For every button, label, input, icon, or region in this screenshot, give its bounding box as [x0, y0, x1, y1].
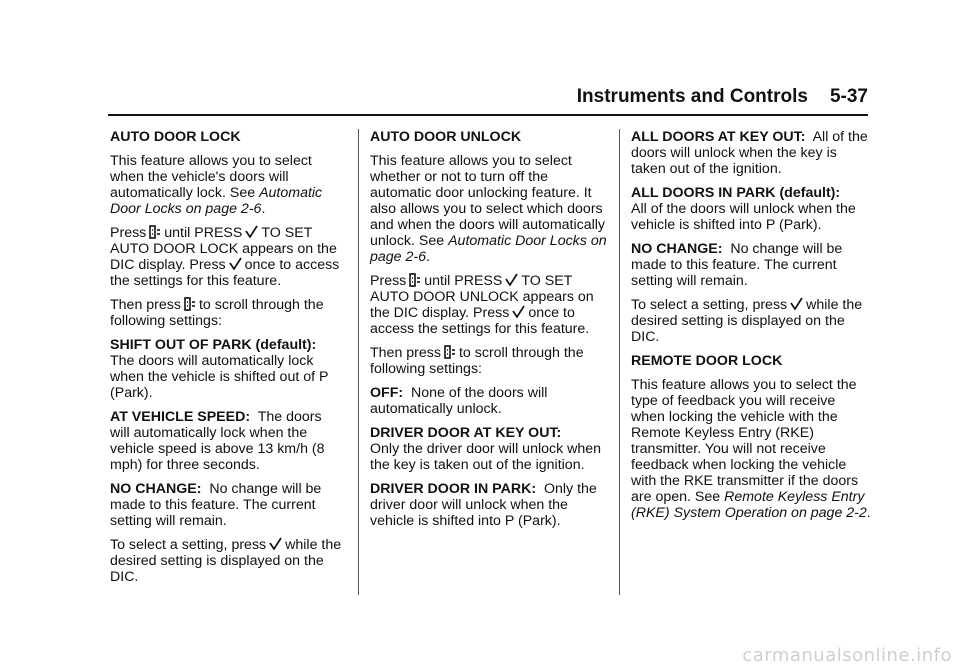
- then-press-text: Then press: [110, 297, 181, 313]
- option-term: ALL DOORS AT KEY OUT:: [631, 129, 806, 145]
- column-left: [110, 129, 342, 593]
- checkmark-icon: [790, 297, 803, 311]
- select-setting-instructions: [110, 537, 342, 585]
- checkmark-icon: [512, 305, 525, 319]
- option-no-change: [110, 481, 342, 529]
- column-divider-2: [619, 129, 620, 595]
- cross-reference-link[interactable]: Remote Keyless Entry (RKE) System Operation on page 2-2: [631, 489, 867, 521]
- option-text: Only the driver door will unlock when the vehicle is shifted into P (Park).: [370, 481, 597, 529]
- select-text: To select a setting, press: [110, 537, 267, 553]
- option-text: The doors will automatically lock when the vehicle speed is above 13 km/h (8 mph) for three seconds.: [110, 409, 325, 473]
- menu-icon: [149, 225, 161, 239]
- option-shift-out-of-park: [110, 337, 342, 401]
- auto-door-lock-intro: This feature allows you to select when the vehicle's doors will automatically lock. See Automatic Door Locks on page 2-6.: [110, 153, 323, 217]
- option-at-vehicle-speed: [110, 409, 342, 473]
- auto-door-lock-instructions: [110, 225, 342, 289]
- scroll-text: to scroll through the following settings:: [370, 345, 584, 377]
- to-set-text: TO SET AUTO DOOR LOCK appears on the DIC display. Press: [110, 225, 337, 273]
- option-all-doors-in-park: [631, 185, 871, 233]
- option-term: NO CHANGE:: [110, 481, 202, 497]
- select-text-end: while the desired setting is displayed on the DIC.: [631, 297, 863, 345]
- scroll-text: to scroll through the following settings:: [110, 297, 324, 329]
- option-term: NO CHANGE:: [631, 241, 723, 257]
- option-text: None of the doors will automatically unlock.: [370, 385, 548, 417]
- option-text: All of the doors will unlock when the key is taken out of the ignition.: [631, 129, 868, 177]
- watermark: carmanualsonline.info: [742, 645, 952, 666]
- option-text: No change will be made to this feature. The current setting will remain.: [110, 481, 322, 529]
- auto-door-unlock-instructions: [370, 273, 610, 337]
- checkmark-icon: [505, 273, 518, 287]
- option-term: DRIVER DOOR AT KEY OUT:: [370, 425, 562, 441]
- column-divider-1: [358, 129, 359, 595]
- option-text: The doors will automatically lock when the vehicle is shifted out of P (Park).: [110, 353, 329, 401]
- to-set-text: TO SET AUTO DOOR UNLOCK appears on the DIC display. Press: [370, 273, 594, 321]
- auto-door-unlock-heading: AUTO DOOR UNLOCK: [370, 129, 522, 145]
- select-text: To select a setting, press: [631, 297, 788, 313]
- option-off: [370, 385, 610, 417]
- auto-door-lock-heading: AUTO DOOR LOCK: [110, 129, 241, 145]
- scroll-instructions: [370, 345, 610, 377]
- cross-reference-link[interactable]: Automatic Door Locks on page 2-6: [370, 233, 607, 265]
- option-term: ALL DOORS IN PARK (default):: [631, 185, 841, 201]
- once-to-text: once to access the settings for this feature.: [110, 257, 340, 289]
- page-header: [108, 86, 868, 116]
- until-press-text: until PRESS: [164, 225, 243, 241]
- menu-icon: [409, 273, 421, 287]
- intro-text: This feature allows you to select whether or not to turn off the automatic door unlocking feature. It also allows you to select which doors and when the doors will automatically unlock. See: [370, 153, 606, 249]
- checkmark-icon: [245, 225, 258, 239]
- menu-icon: [444, 345, 456, 359]
- option-text: No change will be made to this feature. The current setting will remain.: [631, 241, 843, 289]
- menu-icon: [184, 297, 196, 311]
- select-text-end: while the desired setting is displayed on the DIC.: [110, 537, 342, 585]
- section-title: Instruments and Controls: [576, 86, 808, 107]
- press-text: Press: [370, 273, 407, 289]
- checkmark-icon: [229, 257, 242, 271]
- once-to-text: once to access the settings for this feature.: [370, 305, 590, 337]
- option-text: Only the driver door will unlock when the key is taken out of the ignition.: [370, 441, 602, 473]
- option-driver-door-in-park: [370, 481, 610, 529]
- press-text: Press: [110, 225, 147, 241]
- cross-reference-link[interactable]: Automatic Door Locks on page 2-6: [110, 185, 323, 217]
- option-term: AT VEHICLE SPEED:: [110, 409, 251, 425]
- column-middle: [370, 129, 610, 537]
- option-term: SHIFT OUT OF PARK (default):: [110, 337, 317, 353]
- option-all-doors-key-out: [631, 129, 871, 177]
- remote-door-lock-heading: REMOTE DOOR LOCK: [631, 353, 783, 369]
- then-press-text: Then press: [370, 345, 441, 361]
- option-driver-door-key-out: [370, 425, 610, 473]
- option-no-change: [631, 241, 871, 289]
- remote-intro-text: This feature allows you to select the type of feedback you will receive when locking the vehicle with the Remote Keyless Entry (RKE) transmitter. You will not receive feedback when locking the vehicle with the RKE transmitter if the doors are open. See: [631, 377, 859, 505]
- auto-door-unlock-intro: This feature allows you to select whether or not to turn off the automatic door unlocking feature. It also allows you to select which doors and when the doors will automatically unlock. See Automatic Door Locks on page 2-6.: [370, 153, 607, 265]
- page-header-title: [577, 86, 868, 108]
- checkmark-icon: [269, 537, 282, 551]
- intro-text: This feature allows you to select when the vehicle's doors will automatically lock. See: [110, 153, 312, 201]
- option-term: DRIVER DOOR IN PARK:: [370, 481, 537, 497]
- page-number: 5-37: [829, 86, 868, 107]
- select-setting-instructions: [631, 297, 871, 345]
- option-term: OFF:: [370, 385, 404, 401]
- column-right: [631, 129, 871, 529]
- option-text: All of the doors will unlock when the vehicle is shifted into P (Park).: [631, 201, 856, 233]
- until-press-text: until PRESS: [424, 273, 503, 289]
- scroll-instructions: [110, 297, 342, 329]
- remote-door-lock-text: This feature allows you to select the type of feedback you will receive when locking the vehicle with the Remote Keyless Entry (RKE) transmitter. You will not receive feedback when locking the vehicle with the RKE transmitter if the doors are open. See Remote Keyless Entry (RKE) System Operation on page 2-2.: [631, 377, 871, 521]
- header-rule: [108, 114, 868, 116]
